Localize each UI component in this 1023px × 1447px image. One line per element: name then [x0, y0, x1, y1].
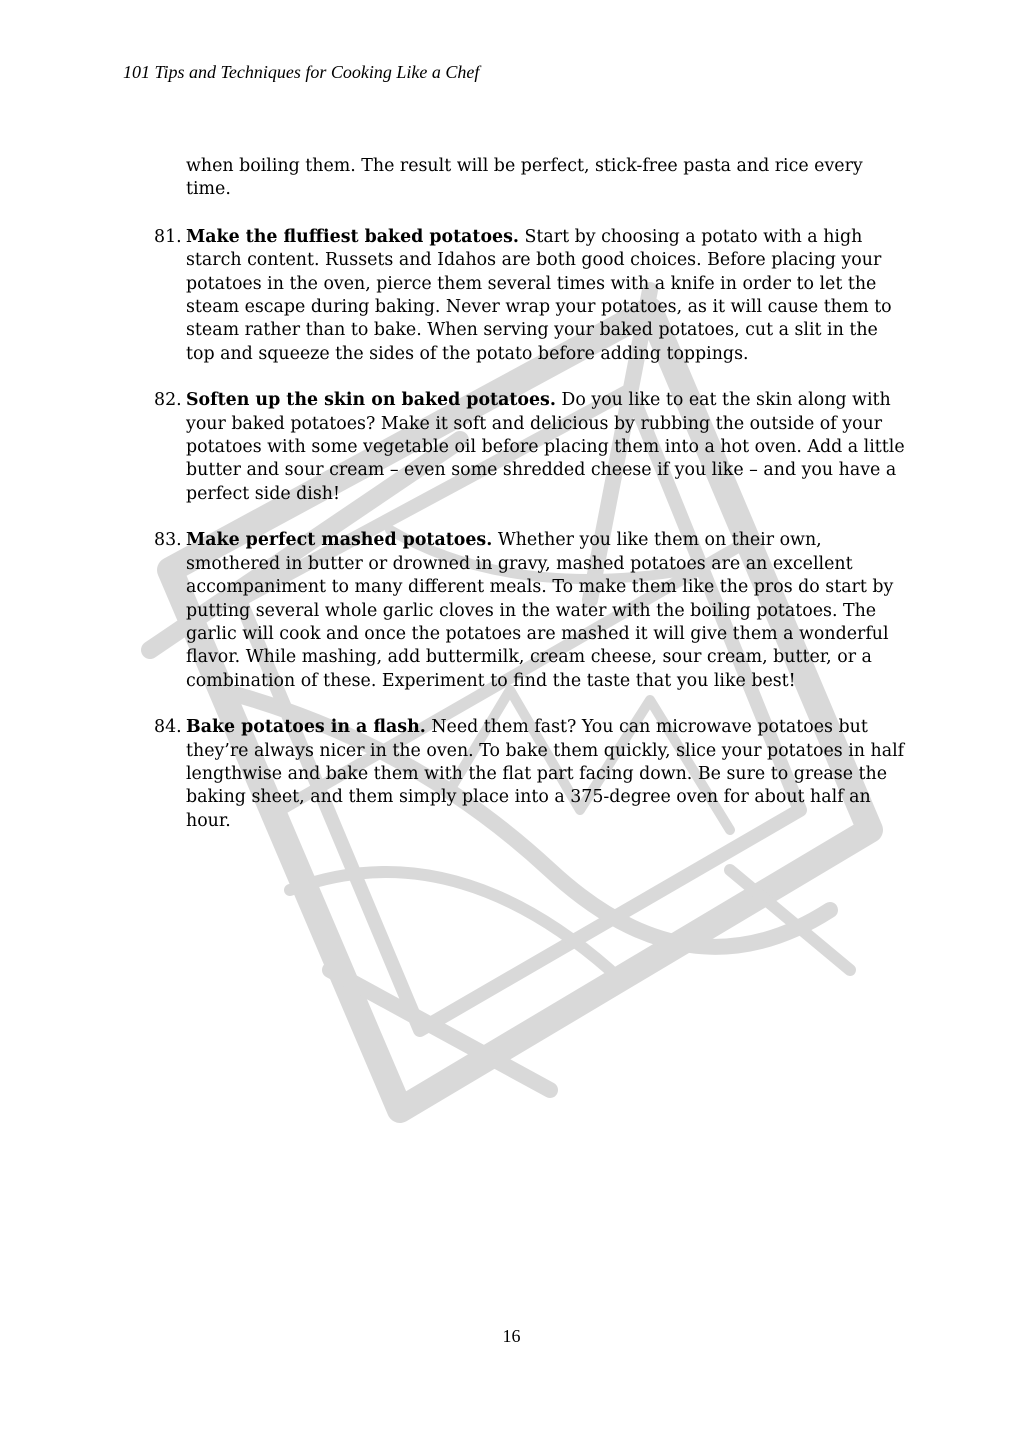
tip-item-82 — [154, 389, 906, 506]
tip-title: Make the fluffiest baked potatoes. — [186, 226, 519, 247]
tip-body: Whether you like them on their own, smothered in butter or drowned in gravy, mashed potatoes are an excellent accompaniment to many different meals. To make them like the pros do start by putting several whole garlic cloves in the water with the boiling potatoes. The garlic will cook and once the potatoes are mashed it will give them a wonderful flavor. While mashing, add buttermilk, cream cheese, sour cream, butter, or a combination of these. Experiment to find the taste that you like best! — [186, 530, 894, 691]
tip-number: 83. — [154, 530, 182, 551]
tip-title: Soften up the skin on baked potatoes. — [186, 390, 556, 411]
tip-item-84 — [154, 716, 906, 833]
tip-number: 84. — [154, 717, 182, 738]
tip-title: Bake potatoes in a flash. — [186, 717, 426, 738]
tip-body: Need them fast? You can microwave potatoes but they’re always nicer in the oven. To bake them quickly, slice your potatoes in half lengthwise and bake them with the flat part facing down. Be sure to grease the baking sheet, and them simply place into a 375-degree oven for about half an hour. — [186, 717, 905, 831]
running-header: 101 Tips and Techniques for Cooking Like a Chef — [123, 62, 480, 82]
document-body — [154, 155, 906, 856]
tip-body: Start by choosing a potato with a high starch content. Russets and Idahos are both good choices. Before placing your potatoes in the oven, pierce them several times with a knife in order to let the steam escape during baking. Never wrap your potatoes, as it will cause them to steam rather than to bake. When serving your baked potatoes, cut a slit in the top and squeeze the sides of the potato before adding toppings. — [186, 226, 892, 364]
page-number: 16 — [502, 1326, 521, 1346]
tip-item-83 — [154, 529, 906, 693]
tip-title: Make perfect mashed potatoes. — [186, 530, 493, 551]
tip-item-81 — [154, 226, 906, 366]
tip-body: Do you like to eat the skin along with your baked potatoes? Make it soft and delicious by rubbing the outside of your potatoes with some vegetable oil before placing them into a hot oven. Add a little butter and sour cream – even some shredded cheese if you like – and you have a perfect side dish! — [186, 390, 905, 504]
continuation-paragraph: when boiling them. The result will be perfect, stick-free pasta and rice every time. — [186, 156, 863, 200]
tip-number: 82. — [154, 390, 182, 411]
tip-number: 81. — [154, 226, 182, 247]
